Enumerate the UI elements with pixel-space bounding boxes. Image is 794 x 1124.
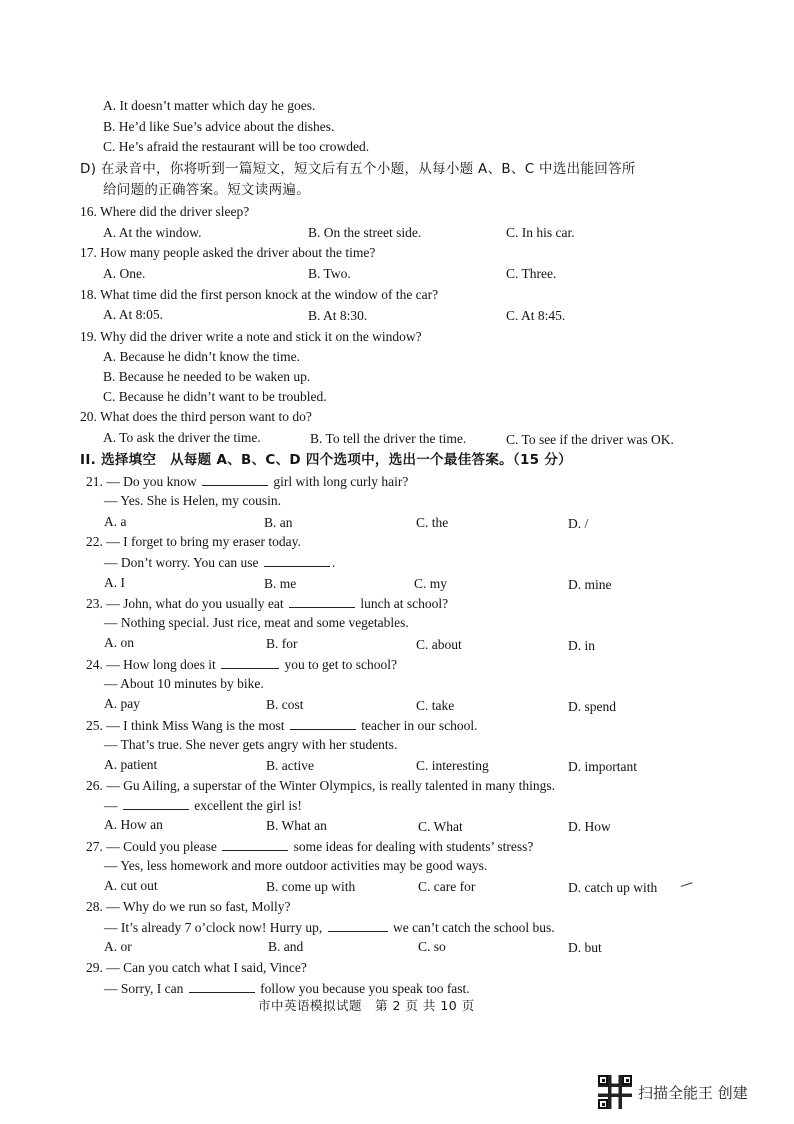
q20-option-c: C. To see if the driver was OK. bbox=[506, 432, 674, 447]
q27-option-c: C. care for bbox=[418, 879, 476, 894]
q24-option-a: A. pay bbox=[104, 696, 140, 711]
q28-reply bbox=[104, 918, 555, 937]
prev-option-b: B. He’d like Sue’s advice about the dishes. bbox=[103, 119, 335, 134]
scanner-watermark: 扫描全能王 创建 bbox=[638, 1084, 748, 1102]
q28-blank bbox=[328, 918, 388, 932]
q18-option-c: C. At 8:45. bbox=[506, 308, 566, 323]
q22-option-b: B. me bbox=[264, 576, 297, 591]
q27-option-b: B. come up with bbox=[266, 879, 356, 894]
q23-option-b: B. for bbox=[266, 636, 298, 651]
q28-text-after: we can’t catch the school bus. bbox=[392, 920, 555, 935]
q27-reply: — Yes, less homework and more outdoor activities may be good ways. bbox=[104, 858, 488, 873]
q25-option-a: A. patient bbox=[104, 757, 158, 772]
q21-option-b: B. an bbox=[264, 515, 293, 530]
q26-text-after: excellent the girl is! bbox=[194, 798, 302, 813]
q25-option-d: D. important bbox=[568, 759, 637, 774]
q26-option-b: B. What an bbox=[266, 818, 327, 833]
q21-option-c: C. the bbox=[416, 515, 449, 530]
q22-blank bbox=[264, 553, 330, 567]
question-18: 18. What time did the first person knock at the window of the car? bbox=[80, 287, 439, 302]
q23-text-after: lunch at school? bbox=[360, 596, 449, 611]
q17-option-b: B. Two. bbox=[308, 266, 351, 281]
question-29: 29. — Can you catch what I said, Vince? bbox=[86, 960, 307, 975]
q16-option-a: A. At the window. bbox=[103, 225, 202, 240]
q21-option-d: D. / bbox=[568, 516, 589, 531]
q23-option-d: D. in bbox=[568, 638, 595, 653]
q21-text-before: 21. — Do you know bbox=[86, 474, 197, 489]
question-19: 19. Why did the driver write a note and stick it on the window? bbox=[80, 329, 422, 344]
q27-option-d: D. catch up with bbox=[568, 880, 658, 895]
section-d-instructions-line2: 给问题的正确答案。短文读两遍。 bbox=[103, 182, 310, 198]
q23-reply: — Nothing special. Just rice, meat and some vegetables. bbox=[104, 615, 409, 630]
q28-option-d: D. but bbox=[568, 940, 602, 955]
question-23 bbox=[86, 594, 448, 613]
q22-text-before: — Don’t worry. You can use bbox=[104, 555, 259, 570]
q27-text-before: 27. — Could you please bbox=[86, 839, 217, 854]
q16-option-c: C. In his car. bbox=[506, 225, 575, 240]
q24-text-after: you to get to school? bbox=[284, 657, 397, 672]
q27-text-after: some ideas for dealing with students’ stress? bbox=[293, 839, 534, 854]
q26-option-c: C. What bbox=[418, 819, 463, 834]
q26-option-d: D. How bbox=[568, 819, 611, 834]
q24-option-d: D. spend bbox=[568, 699, 616, 714]
q21-blank bbox=[202, 472, 268, 486]
question-17: 17. How many people asked the driver about the time? bbox=[80, 245, 376, 260]
q17-option-a: A. One. bbox=[103, 266, 146, 281]
q26-reply bbox=[104, 796, 302, 815]
q26-text-before: — bbox=[104, 798, 118, 813]
q21-option-a: A. a bbox=[104, 514, 127, 529]
q26-blank bbox=[123, 796, 189, 810]
q25-text-after: teacher in our school. bbox=[361, 718, 478, 733]
q24-option-b: B. cost bbox=[266, 697, 304, 712]
q25-option-c: C. interesting bbox=[416, 758, 489, 773]
question-21 bbox=[86, 472, 408, 491]
question-28: 28. — Why do we run so fast, Molly? bbox=[86, 899, 291, 914]
q20-option-a: A. To ask the driver the time. bbox=[103, 430, 261, 445]
question-26: 26. — Gu Ailing, a superstar of the Winter Olympics, is really talented in many things. bbox=[86, 778, 555, 793]
qr-code-icon bbox=[597, 1074, 633, 1110]
q27-option-a: A. cut out bbox=[104, 878, 158, 893]
q24-blank bbox=[221, 655, 279, 669]
q24-text-before: 24. — How long does it bbox=[86, 657, 216, 672]
q26-option-a: A. How an bbox=[104, 817, 163, 832]
pen-mark bbox=[681, 882, 694, 890]
q19-option-c: C. Because he didn’t want to be troubled. bbox=[103, 389, 327, 404]
prev-option-a: A. It doesn’t matter which day he goes. bbox=[103, 98, 316, 113]
q25-option-b: B. active bbox=[266, 758, 314, 773]
prev-option-c: C. He’s afraid the restaurant will be too crowded. bbox=[103, 139, 370, 154]
q23-text-before: 23. — John, what do you usually eat bbox=[86, 596, 284, 611]
q21-reply: — Yes. She is Helen, my cousin. bbox=[104, 493, 282, 508]
q17-option-c: C. Three. bbox=[506, 266, 557, 281]
q19-option-a: A. Because he didn’t know the time. bbox=[103, 349, 300, 364]
question-25 bbox=[86, 716, 478, 735]
q29-text-before: — Sorry, I can bbox=[104, 981, 184, 996]
q24-reply: — About 10 minutes by bike. bbox=[104, 676, 264, 691]
section-ii-heading: II. 选择填空 从每题 A、B、C、D 四个选项中，选出一个最佳答案。（15 分） bbox=[80, 452, 572, 468]
q18-option-a: A. At 8:05. bbox=[103, 307, 164, 322]
q19-option-b: B. Because he needed to be waken up. bbox=[103, 369, 311, 384]
q23-option-a: A. on bbox=[104, 635, 134, 650]
q28-option-b: B. and bbox=[268, 939, 304, 954]
q25-text-before: 25. — I think Miss Wang is the most bbox=[86, 718, 285, 733]
q28-option-c: C. so bbox=[418, 939, 446, 954]
q21-text-after: girl with long curly hair? bbox=[273, 474, 409, 489]
q22-option-d: D. mine bbox=[568, 577, 612, 592]
q25-blank bbox=[290, 716, 356, 730]
q22-option-c: C. my bbox=[414, 576, 448, 591]
q20-option-b: B. To tell the driver the time. bbox=[310, 431, 467, 446]
question-24 bbox=[86, 655, 397, 674]
q28-option-a: A. or bbox=[104, 939, 132, 954]
q29-text-after: follow you because you speak too fast. bbox=[260, 981, 470, 996]
q23-option-c: C. about bbox=[416, 637, 462, 652]
q22-option-a: A. I bbox=[104, 575, 125, 590]
q27-blank bbox=[222, 837, 288, 851]
question-20: 20. What does the third person want to do? bbox=[80, 409, 312, 424]
question-16: 16. Where did the driver sleep? bbox=[80, 204, 250, 219]
q22-reply bbox=[104, 553, 335, 572]
q28-text-before: — It’s already 7 o’clock now! Hurry up, bbox=[104, 920, 323, 935]
q29-blank bbox=[189, 979, 255, 993]
q24-option-c: C. take bbox=[416, 698, 455, 713]
q25-reply: — That’s true. She never gets angry with her students. bbox=[104, 737, 398, 752]
q18-option-b: B. At 8:30. bbox=[308, 308, 368, 323]
question-27 bbox=[86, 837, 533, 856]
question-22: 22. — I forget to bring my eraser today. bbox=[86, 534, 301, 549]
q22-text-after: . bbox=[331, 555, 336, 570]
q16-option-b: B. On the street side. bbox=[308, 225, 422, 240]
page-footer: 市中英语模拟试题 第 2 页 共 10 页 bbox=[258, 998, 475, 1013]
section-d-instructions-line1: D) 在录音中，你将听到一篇短文，短文后有五个小题，从每小题 A、B、C 中选出能回答所 bbox=[80, 161, 636, 177]
q23-blank bbox=[289, 594, 355, 608]
